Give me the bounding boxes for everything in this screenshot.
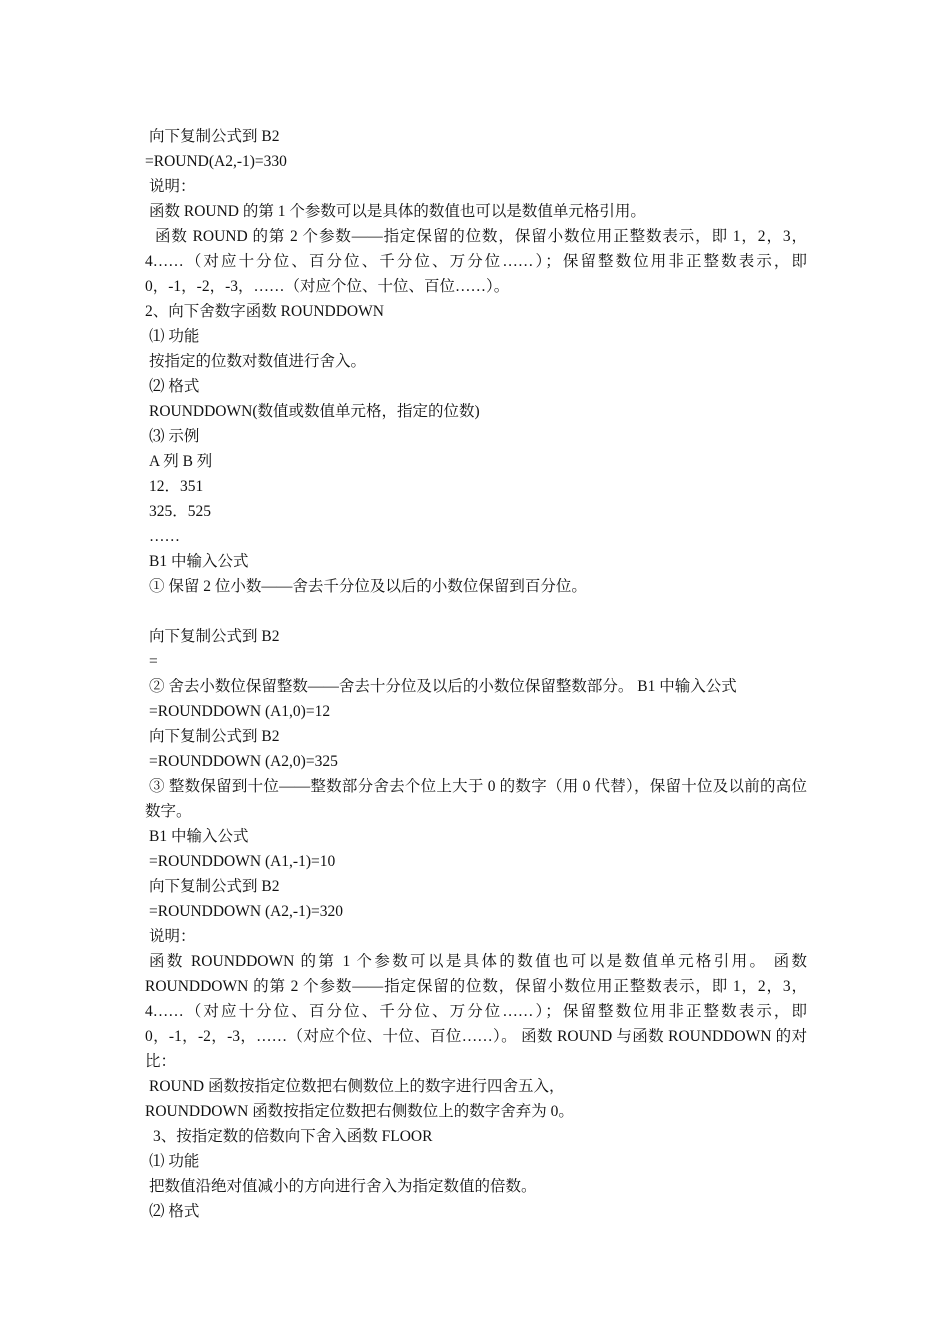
- text-paragraph: ③ 整数保留到十位——整数部分舍去个位上大于 0 的数字（用 0 代替），保留十位及以前的高位数字。: [145, 778, 807, 820]
- text-line: 说明：: [149, 178, 196, 195]
- formula-line: =: [149, 653, 158, 670]
- formula-line: ROUNDDOWN(数值或数值单元格，指定的位数): [149, 403, 480, 420]
- text-line: 12．351: [149, 478, 204, 495]
- text-line: 按指定的位数对数值进行舍入。: [149, 353, 367, 370]
- text-line: ② 舍去小数位保留整数——舍去十分位及以后的小数位保留整数部分。 B1 中输入公式: [149, 678, 737, 695]
- text-line: 向下复制公式到 B2: [149, 878, 280, 895]
- text-line: B1 中输入公式: [149, 828, 249, 845]
- text-paragraph: 函数 ROUND 的第 2 个参数——指定保留的位数，保留小数位用正整数表示，即 1，2，3，4……（对应十分位、百分位、千分位、万分位……）；保留整数位用非正整数表示，即 0，-1，-2，-3，……（对应个位、十位、百位……）。: [145, 228, 807, 295]
- text-line: 把数值沿绝对值减小的方向进行舍入为指定数值的倍数。: [149, 1178, 537, 1195]
- subheading: ⑵ 格式: [149, 378, 200, 395]
- subheading: ⑶ 示例: [149, 428, 200, 445]
- text-line: 325．525: [149, 503, 212, 520]
- text-line: B1 中输入公式: [149, 553, 249, 570]
- document-body: [145, 124, 807, 1224]
- formula-line: =ROUNDDOWN (A1,-1)=10: [149, 853, 336, 870]
- subheading: ⑴ 功能: [149, 328, 200, 345]
- text-line: 向下复制公式到 B2: [149, 728, 280, 745]
- text-line: ……: [149, 528, 180, 545]
- text-line: ROUNDDOWN 函数按指定位数把右侧数位上的数字舍弃为 0。: [145, 1103, 574, 1120]
- formula-line: =ROUND(A2,-1)=330: [145, 153, 287, 170]
- text-paragraph: 函数 ROUNDDOWN 的第 1 个参数可以是具体的数值也可以是数值单元格引用。 函数 ROUNDDOWN 的第 2 个参数——指定保留的位数，保留小数位用正整数表示，即 1，2，3，4……（对应十分位、百分位、千分位、万分位……）；保留整数位用非正整数表示，即 0，-1，-2，-3，……（对应个位、十位、百位……）。 函数 ROUND 与函数 ROUNDDOWN 的对比：: [145, 953, 807, 1070]
- subheading: ⑵ 格式: [149, 1203, 200, 1220]
- section-heading: 3、按指定数的倍数向下舍入函数 FLOOR: [153, 1128, 433, 1145]
- text-line: ① 保留 2 位小数——舍去千分位及以后的小数位保留到百分位。: [149, 578, 587, 595]
- section-heading: 2、向下舍数字函数 ROUNDDOWN: [145, 303, 384, 320]
- formula-line: =ROUNDDOWN (A2,-1)=320: [149, 903, 343, 920]
- formula-line: =ROUNDDOWN (A1,0)=12: [149, 703, 331, 720]
- blank-line: [145, 599, 807, 624]
- text-line: A 列 B 列: [149, 453, 213, 470]
- text-line: 说明：: [149, 928, 196, 945]
- formula-line: =ROUNDDOWN (A2,0)=325: [149, 753, 338, 770]
- subheading: ⑴ 功能: [149, 1153, 200, 1170]
- text-line: ROUND 函数按指定位数把右侧数位上的数字进行四舍五入，: [149, 1078, 565, 1095]
- text-line: 函数 ROUND 的第 1 个参数可以是具体的数值也可以是数值单元格引用。: [149, 203, 646, 220]
- text-line: 向下复制公式到 B2: [149, 628, 280, 645]
- text-line: 向下复制公式到 B2: [149, 128, 280, 145]
